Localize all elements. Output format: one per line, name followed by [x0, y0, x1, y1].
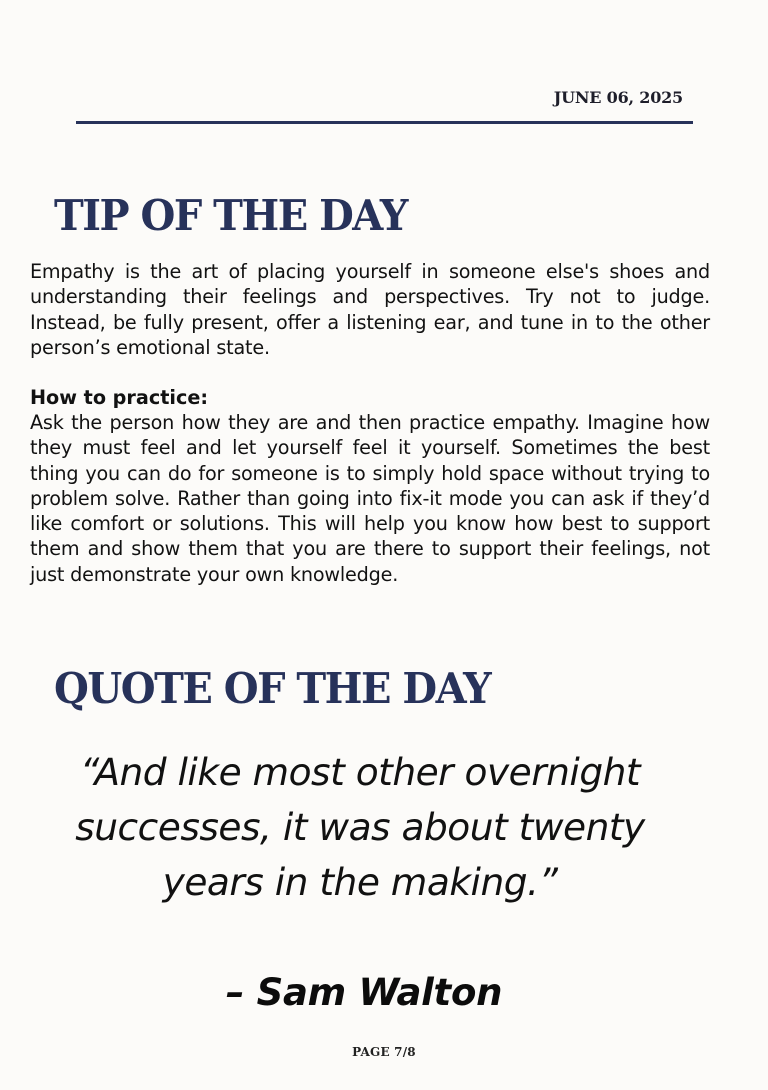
- practice-paragraph: Ask the person how they are and then practice empathy. Imagine how they must feel and let yourself feel it yourself. Sometimes the best thing you can do for someone is to simply hold space without trying to problem solve. Rather than going into fix-it mode you can ask if they’d like comfort or solutions. This will help you know how best to support them and show them that you are there to support their feelings, not just demonstrate your own knowledge.: [30, 411, 710, 586]
- tip-intro-paragraph: Empathy is the art of placing yourself in someone else's shoes and understanding their feelings and perspectives. Try not to judge. Instead, be fully present, offer a listening ear, and tune in to the other person’s emotional state.: [30, 260, 710, 359]
- page-number: PAGE 7/8: [352, 1045, 416, 1059]
- quote-text: “And like most other overnight successes, it was about twenty years in the making.”: [75, 750, 645, 904]
- date-label: JUNE 06, 2025: [553, 88, 683, 107]
- quote-heading: QUOTE OF THE DAY: [54, 664, 491, 714]
- header-divider: [76, 121, 693, 124]
- quote-author: – Sam Walton: [225, 971, 503, 1014]
- practice-label: How to practice:: [30, 386, 209, 409]
- tip-heading: TIP OF THE DAY: [54, 191, 407, 241]
